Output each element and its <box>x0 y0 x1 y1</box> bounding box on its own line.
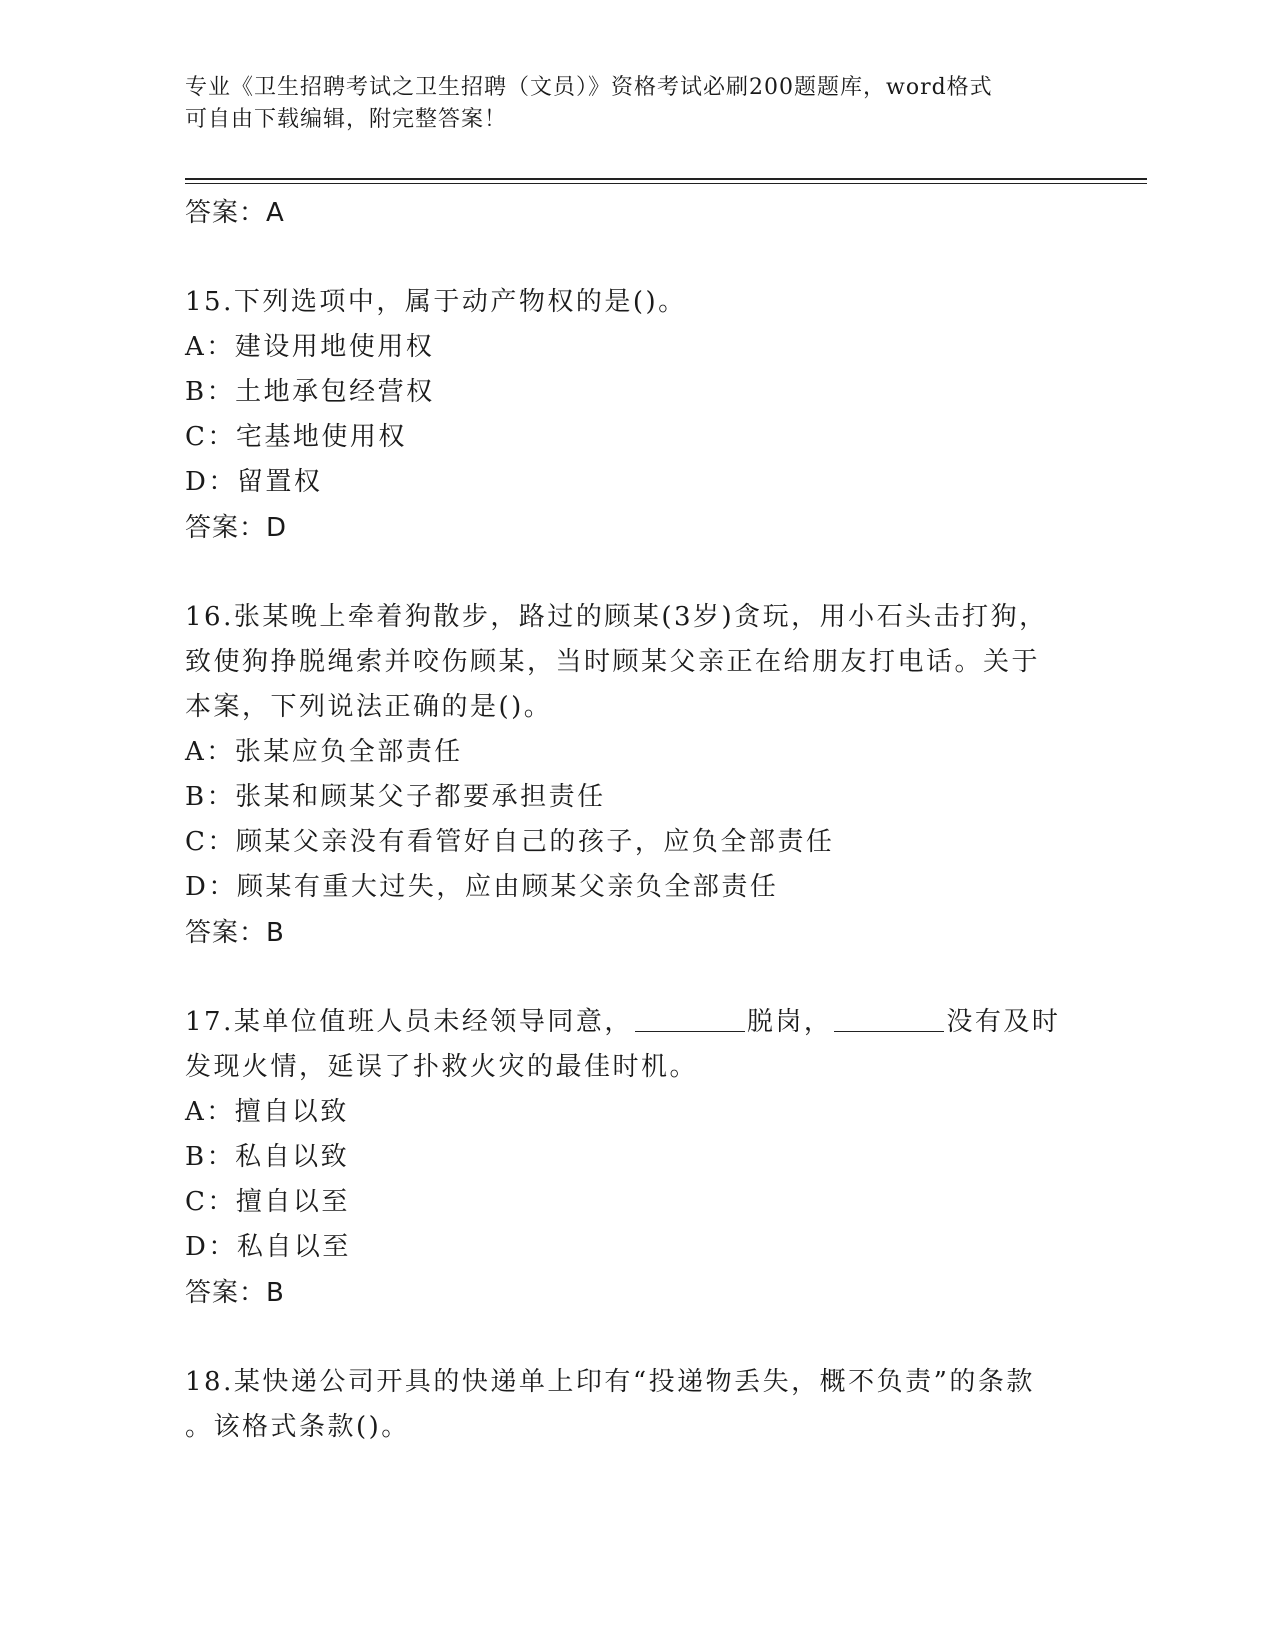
question-17-line-2: 发现火情，延误了扑救火灾的最佳时机。 <box>185 1052 699 1082</box>
fill-blank-1 <box>635 1005 745 1032</box>
question-17 <box>185 1000 1085 1270</box>
option-a: A：建设用地使用权 <box>185 332 435 362</box>
option-d: D：顾某有重大过失，应由顾某父亲负全部责任 <box>185 872 779 902</box>
question-16-line-2: 致使狗挣脱绳索并咬伤顾某，当时顾某父亲正在给朋友打电话。关于 <box>185 647 1041 677</box>
spacer <box>185 1316 1085 1360</box>
option-b: B：土地承包经营权 <box>185 377 435 407</box>
spacer <box>185 956 1085 1000</box>
option-d: D：留置权 <box>185 467 323 497</box>
option-b: B：张某和顾某父子都要承担责任 <box>185 782 606 812</box>
option-a: A：擅自以致 <box>185 1097 349 1127</box>
question-17-part-3: 没有及时 <box>946 1007 1061 1037</box>
answer-q15: 答案：D <box>185 513 288 543</box>
option-c: C：擅自以至 <box>185 1187 350 1217</box>
question-16-line-3: 本案，下列说法正确的是()。 <box>185 692 553 722</box>
question-18-line-1: 18.某快递公司开具的快递单上印有“投递物丢失，概不负责”的条款 <box>185 1367 1035 1397</box>
header-rule-thin <box>185 183 1147 184</box>
answer-q16: 答案：B <box>185 918 285 948</box>
question-15 <box>185 280 1085 505</box>
question-17-part-2: 脱岗， <box>746 1007 833 1037</box>
document-header <box>185 72 1065 136</box>
answer-q17: 答案：B <box>185 1278 285 1308</box>
option-c: C：宅基地使用权 <box>185 422 407 452</box>
spacer <box>185 236 1085 280</box>
question-content <box>185 190 1085 1450</box>
question-17-part-1: 17.某单位值班人员未经领导同意， <box>185 1007 633 1037</box>
option-d: D：私自以至 <box>185 1232 351 1262</box>
header-line-2: 可自由下载编辑，附完整答案！ <box>185 107 508 132</box>
header-rule-thick <box>185 178 1147 180</box>
question-17-line-1 <box>185 1000 1085 1045</box>
option-a: A：张某应负全部责任 <box>185 737 463 767</box>
fill-blank-2 <box>834 1005 944 1032</box>
question-16-line-1: 16.张某晚上牵着狗散步，路过的顾某(3岁)贪玩，用小石头击打狗， <box>185 602 1048 632</box>
option-c: C：顾某父亲没有看管好自己的孩子，应负全部责任 <box>185 827 835 857</box>
question-18-line-2: 。该格式条款()。 <box>185 1412 410 1442</box>
spacer <box>185 551 1085 595</box>
question-15-text: 15.下列选项中，属于动产物权的是()。 <box>185 287 687 317</box>
answer-q14: 答案：A <box>185 198 285 228</box>
question-18 <box>185 1360 1085 1450</box>
option-b: B：私自以致 <box>185 1142 350 1172</box>
question-16 <box>185 595 1085 910</box>
header-line-1: 专业《卫生招聘考试之卫生招聘（文员）》资格考试必刷200题题库，word格式 <box>185 75 993 100</box>
